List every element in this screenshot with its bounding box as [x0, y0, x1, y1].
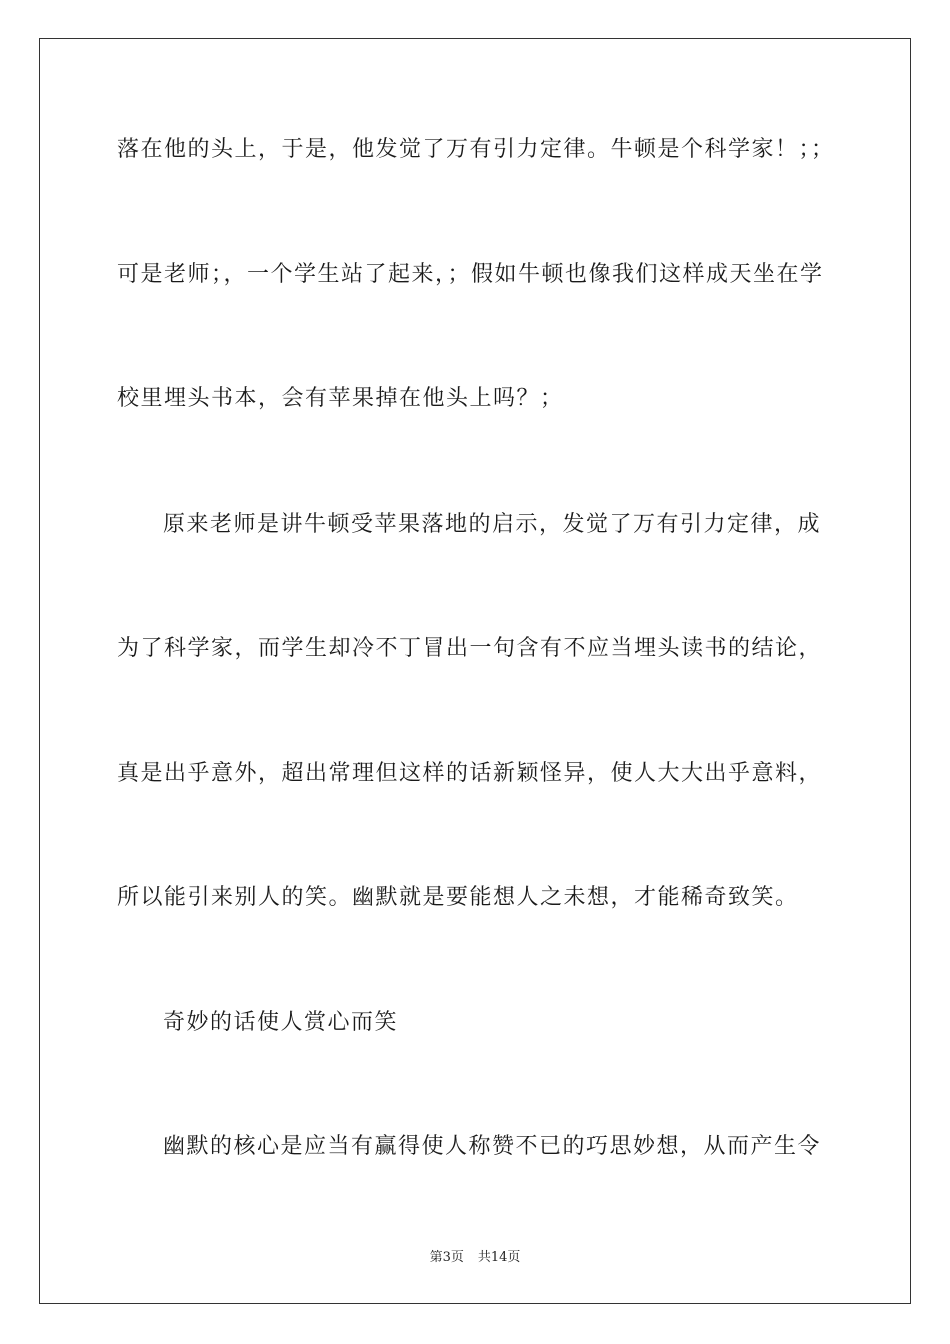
- paragraph-start-line-2: 幽默的核心是应当有赢得使人称赞不已的巧思妙想，从而产生令: [163, 1134, 822, 1159]
- page-frame: [39, 38, 911, 1304]
- paragraph-start-line: 原来老师是讲牛顿受苹果落地的启示，发觉了万有引力定律，成: [163, 512, 822, 537]
- total-pages: 共14页: [477, 1250, 521, 1265]
- page-number: 第3页: [429, 1250, 464, 1265]
- text-line-5: 为了科学家，而学生却冷不丁冒出一句含有不应当埋头读书的结论，: [117, 636, 823, 661]
- text-line-7: 所以能引来别人的笑。幽默就是要能想人之未想，才能稀奇致笑。: [117, 885, 799, 910]
- page-footer: [0, 1249, 950, 1267]
- text-line-1: 落在他的头上，于是，他发觉了万有引力定律。牛顿是个科学家！；；: [117, 137, 835, 162]
- text-line-6: 真是出乎意外，超出常理但这样的话新颖怪异，使人大大出乎意料，: [117, 761, 823, 786]
- section-heading: 奇妙的话使人赏心而笑: [163, 1010, 399, 1035]
- text-line-2: 可是老师；，一个学生站了起来，；假如牛顿也像我们这样成天坐在学: [117, 262, 824, 287]
- text-line-3: 校里埋头书本，会有苹果掉在他头上吗？；: [117, 386, 564, 411]
